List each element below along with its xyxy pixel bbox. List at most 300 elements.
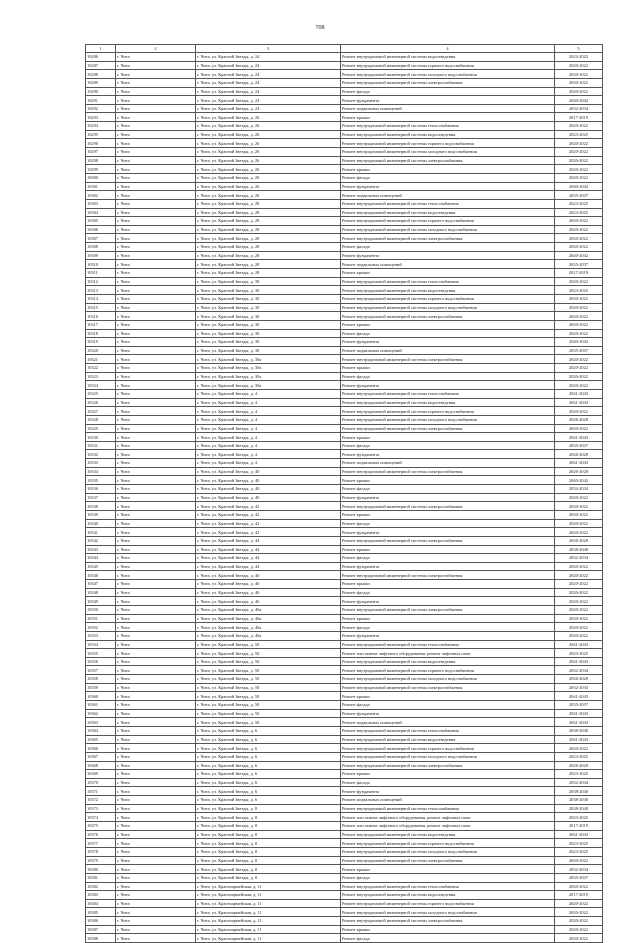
cell-number: 10378 bbox=[86, 847, 116, 856]
cell-address: г. Чита, ул. Красной Звезды, д. 42 bbox=[196, 502, 341, 511]
table-row bbox=[86, 562, 603, 571]
cell-period: 2026-2028 bbox=[555, 761, 603, 770]
cell-work-type: Ремонт крыши bbox=[341, 364, 555, 373]
cell-number: 10336 bbox=[86, 485, 116, 494]
cell-work-type: Ремонт фасада bbox=[341, 701, 555, 710]
table-row bbox=[86, 502, 603, 511]
cell-municipality: г. Чита bbox=[116, 173, 196, 182]
table-row bbox=[86, 718, 603, 727]
table-row bbox=[86, 441, 603, 450]
cell-municipality: г. Чита bbox=[116, 804, 196, 813]
table-row bbox=[86, 536, 603, 545]
table-row bbox=[86, 778, 603, 787]
cell-work-type: Ремонт внутридомовой инженерной системы водоотведения bbox=[341, 830, 555, 839]
cell-address: г. Чита, ул. Красной Звезды, д. 4 bbox=[196, 415, 341, 424]
cell-number: 10377 bbox=[86, 839, 116, 848]
cell-work-type: Ремонт фундамента bbox=[341, 493, 555, 502]
table-row bbox=[86, 770, 603, 779]
table-row bbox=[86, 234, 603, 243]
cell-number: 10294 bbox=[86, 122, 116, 131]
cell-number: 10307 bbox=[86, 234, 116, 243]
cell-work-type: Ремонт внутридомовой инженерной системы горячего водоснабжения bbox=[341, 294, 555, 303]
cell-work-type: Ремонт крыши bbox=[341, 476, 555, 485]
cell-address: г. Чита, ул. Красноармейская, д. 11 bbox=[196, 925, 341, 934]
cell-period: 2040-2042 bbox=[555, 338, 603, 347]
table-row bbox=[86, 199, 603, 208]
cell-address: г. Чита, ул. Красной Звезды, д. 46а bbox=[196, 614, 341, 623]
column-header-work-type: 4 bbox=[341, 45, 555, 53]
cell-number: 10332 bbox=[86, 450, 116, 459]
cell-work-type: Ремонт фундамента bbox=[341, 787, 555, 796]
cell-number: 10342 bbox=[86, 536, 116, 545]
table-row bbox=[86, 122, 603, 131]
cell-work-type: Ремонт внутридомовой инженерной системы водоотведения bbox=[341, 53, 555, 62]
cell-address: г. Чита, ул. Красной Звезды, д. 8 bbox=[196, 804, 341, 813]
cell-address: г. Чита, ул. Красной Звезды, д. 50 bbox=[196, 683, 341, 692]
table-row bbox=[86, 260, 603, 269]
cell-number: 10302 bbox=[86, 191, 116, 200]
table-row bbox=[86, 355, 603, 364]
cell-municipality: г. Чита bbox=[116, 545, 196, 554]
cell-address: г. Чита, ул. Красной Звезды, д. 46а bbox=[196, 623, 341, 632]
cell-municipality: г. Чита bbox=[116, 536, 196, 545]
cell-period: 2035-2037 bbox=[555, 260, 603, 269]
cell-municipality: г. Чита bbox=[116, 53, 196, 62]
table-row bbox=[86, 899, 603, 908]
cell-address: г. Чита, ул. Красной Звезды, д. 50 bbox=[196, 666, 341, 675]
cell-number: 10311 bbox=[86, 269, 116, 278]
cell-address: г. Чита, ул. Красной Звезды, д. 24 bbox=[196, 96, 341, 105]
cell-number: 10358 bbox=[86, 675, 116, 684]
cell-address: г. Чита, ул. Красной Звезды, д. 50 bbox=[196, 640, 341, 649]
cell-number: 10339 bbox=[86, 510, 116, 519]
table-row bbox=[86, 467, 603, 476]
table-row bbox=[86, 61, 603, 70]
cell-period: 2020-2022 bbox=[555, 381, 603, 390]
cell-work-type: Ремонт фасада bbox=[341, 588, 555, 597]
cell-work-type: Ремонт фундамента bbox=[341, 631, 555, 640]
cell-work-type: Ремонт внутридомовой инженерной системы холодного водоснабжения bbox=[341, 908, 555, 917]
cell-period: 2023-2025 bbox=[555, 770, 603, 779]
table-row bbox=[86, 934, 603, 943]
cell-address: г. Чита, ул. Красноармейская, д. 11 bbox=[196, 891, 341, 900]
cell-address: г. Чита, ул. Красноармейская, д. 11 bbox=[196, 917, 341, 926]
cell-period: 2020-2022 bbox=[555, 173, 603, 182]
cell-number: 10315 bbox=[86, 303, 116, 312]
cell-period: 2023-2025 bbox=[555, 199, 603, 208]
cell-address: г. Чита, ул. Красной Звезды, д. 44 bbox=[196, 562, 341, 571]
cell-number: 10303 bbox=[86, 199, 116, 208]
cell-address: г. Чита, ул. Красной Звезды, д. 8 bbox=[196, 873, 341, 882]
cell-number: 10357 bbox=[86, 666, 116, 675]
cell-work-type: Ремонт фундамента bbox=[341, 251, 555, 260]
cell-work-type: Ремонт внутридомовой инженерной системы электроснабжения bbox=[341, 683, 555, 692]
cell-municipality: г. Чита bbox=[116, 761, 196, 770]
cell-address: г. Чита, ул. Красной Звезды, д. 40 bbox=[196, 476, 341, 485]
cell-municipality: г. Чита bbox=[116, 709, 196, 718]
cell-municipality: г. Чита bbox=[116, 778, 196, 787]
cell-address: г. Чита, ул. Красной Звезды, д. 30 bbox=[196, 346, 341, 355]
cell-address: г. Чита, ул. Красной Звезды, д. 26 bbox=[196, 165, 341, 174]
cell-period: 2035-2037 bbox=[555, 191, 603, 200]
table-row bbox=[86, 847, 603, 856]
cell-period: 2041-2043 bbox=[555, 398, 603, 407]
cell-period: 2017-2019 bbox=[555, 891, 603, 900]
cell-municipality: г. Чита bbox=[116, 752, 196, 761]
table-row bbox=[86, 225, 603, 234]
cell-municipality: г. Чита bbox=[116, 623, 196, 632]
cell-address: г. Чита, ул. Красной Звезды, д. 8 bbox=[196, 847, 341, 856]
cell-address: г. Чита, ул. Красной Звезды, д. 4 bbox=[196, 407, 341, 416]
cell-number: 10291 bbox=[86, 96, 116, 105]
cell-municipality: г. Чита bbox=[116, 554, 196, 563]
cell-address: г. Чита, ул. Красной Звезды, д. 46а bbox=[196, 631, 341, 640]
cell-municipality: г. Чита bbox=[116, 243, 196, 252]
cell-period: 2032-2034 bbox=[555, 778, 603, 787]
cell-period: 2020-2022 bbox=[555, 882, 603, 891]
cell-address: г. Чита, ул. Красной Звезды, д. 4 bbox=[196, 450, 341, 459]
cell-municipality: г. Чита bbox=[116, 631, 196, 640]
cell-number: 10326 bbox=[86, 398, 116, 407]
cell-work-type: Ремонт внутридомовой инженерной системы электроснабжения bbox=[341, 571, 555, 580]
cell-work-type: Ремонт крыши bbox=[341, 269, 555, 278]
cell-work-type: Ремонт подвальных помещений bbox=[341, 718, 555, 727]
cell-address: г. Чита, ул. Красной Звезды, д. 46 bbox=[196, 597, 341, 606]
column-header-number: 1 bbox=[86, 45, 116, 53]
cell-period: 2023-2025 bbox=[555, 649, 603, 658]
cell-address: г. Чита, ул. Красной Звезды, д. 6 bbox=[196, 796, 341, 805]
cell-period: 2023-2025 bbox=[555, 208, 603, 217]
cell-municipality: г. Чита bbox=[116, 934, 196, 943]
cell-period: 2026-2028 bbox=[555, 536, 603, 545]
cell-number: 10366 bbox=[86, 744, 116, 753]
cell-number: 10359 bbox=[86, 683, 116, 692]
cell-municipality: г. Чита bbox=[116, 217, 196, 226]
cell-number: 10320 bbox=[86, 346, 116, 355]
cell-number: 10325 bbox=[86, 389, 116, 398]
cell-address: г. Чита, ул. Красной Звезды, д. 6 bbox=[196, 735, 341, 744]
cell-municipality: г. Чита bbox=[116, 191, 196, 200]
cell-number: 10299 bbox=[86, 165, 116, 174]
cell-period: 2041-2043 bbox=[555, 657, 603, 666]
cell-work-type: Ремонт подвальных помещений bbox=[341, 459, 555, 468]
table-row bbox=[86, 372, 603, 381]
cell-address: г. Чита, ул. Красной Звезды, д. 42 bbox=[196, 519, 341, 528]
cell-period: 2020-2022 bbox=[555, 502, 603, 511]
cell-period: 2020-2022 bbox=[555, 562, 603, 571]
cell-period: 2020-2022 bbox=[555, 899, 603, 908]
cell-work-type: Ремонт фундамента bbox=[341, 96, 555, 105]
table-row bbox=[86, 675, 603, 684]
cell-work-type: Ремонт фасада bbox=[341, 441, 555, 450]
table-row bbox=[86, 701, 603, 710]
cell-address: г. Чита, ул. Красной Звезды, д. 44 bbox=[196, 536, 341, 545]
table-row bbox=[86, 891, 603, 900]
cell-number: 10319 bbox=[86, 338, 116, 347]
cell-number: 10286 bbox=[86, 53, 116, 62]
cell-period: 2035-2037 bbox=[555, 441, 603, 450]
cell-work-type: Ремонт внутридомовой инженерной системы горячего водоснабжения bbox=[341, 139, 555, 148]
cell-address: г. Чита, ул. Красной Звезды, д. 24 bbox=[196, 53, 341, 62]
cell-number: 10313 bbox=[86, 286, 116, 295]
cell-work-type: Ремонт фундамента bbox=[341, 528, 555, 537]
table-row bbox=[86, 113, 603, 122]
cell-period: 2020-2022 bbox=[555, 597, 603, 606]
cell-address: г. Чита, ул. Красной Звезды, д. 40 bbox=[196, 467, 341, 476]
table-row bbox=[86, 580, 603, 589]
cell-work-type: Ремонт фасада bbox=[341, 554, 555, 563]
cell-work-type: Ремонт внутридомовой инженерной системы холодного водоснабжения bbox=[341, 752, 555, 761]
cell-period: 2032-2034 bbox=[555, 104, 603, 113]
cell-work-type: Ремонт крыши bbox=[341, 320, 555, 329]
cell-period: 2020-2022 bbox=[555, 294, 603, 303]
cell-work-type: Ремонт внутридомовой инженерной системы теплоснабжения bbox=[341, 882, 555, 891]
cell-number: 10349 bbox=[86, 597, 116, 606]
cell-municipality: г. Чита bbox=[116, 459, 196, 468]
table-row bbox=[86, 476, 603, 485]
cell-number: 10373 bbox=[86, 804, 116, 813]
cell-work-type: Ремонт фундамента bbox=[341, 381, 555, 390]
cell-municipality: г. Чита bbox=[116, 493, 196, 502]
cell-period: 2020-2022 bbox=[555, 156, 603, 165]
cell-municipality: г. Чита bbox=[116, 199, 196, 208]
cell-address: г. Чита, ул. Красной Звезды, д. 28 bbox=[196, 234, 341, 243]
cell-municipality: г. Чита bbox=[116, 485, 196, 494]
cell-address: г. Чита, ул. Красной Звезды, д. 50 bbox=[196, 675, 341, 684]
cell-number: 10327 bbox=[86, 407, 116, 416]
cell-work-type: Ремонт внутридомовой инженерной системы теплоснабжения bbox=[341, 726, 555, 735]
cell-work-type: Ремонт внутридомовой инженерной системы теплоснабжения bbox=[341, 640, 555, 649]
cell-number: 10314 bbox=[86, 294, 116, 303]
table-row bbox=[86, 908, 603, 917]
cell-address: г. Чита, ул. Красной Звезды, д. 30а bbox=[196, 381, 341, 390]
cell-municipality: г. Чита bbox=[116, 61, 196, 70]
cell-number: 10379 bbox=[86, 856, 116, 865]
cell-municipality: г. Чита bbox=[116, 847, 196, 856]
cell-period: 2038-2040 bbox=[555, 545, 603, 554]
cell-number: 10350 bbox=[86, 606, 116, 615]
cell-period: 2020-2022 bbox=[555, 312, 603, 321]
cell-work-type: Ремонт крыши bbox=[341, 433, 555, 442]
table-row bbox=[86, 165, 603, 174]
cell-number: 10346 bbox=[86, 571, 116, 580]
cell-address: г. Чита, ул. Красной Звезды, д. 42 bbox=[196, 528, 341, 537]
cell-period: 2041-2043 bbox=[555, 709, 603, 718]
cell-municipality: г. Чита bbox=[116, 381, 196, 390]
cell-period: 2026-2028 bbox=[555, 415, 603, 424]
cell-municipality: г. Чита bbox=[116, 606, 196, 615]
cell-work-type: Ремонт внутридомовой инженерной системы электроснабжения bbox=[341, 312, 555, 321]
cell-work-type: Ремонт фасада bbox=[341, 873, 555, 882]
table-row bbox=[86, 873, 603, 882]
cell-work-type: Ремонт внутридомовой инженерной системы теплоснабжения bbox=[341, 277, 555, 286]
table-row bbox=[86, 459, 603, 468]
cell-address: г. Чита, ул. Красной Звезды, д. 40 bbox=[196, 485, 341, 494]
cell-address: г. Чита, ул. Красной Звезды, д. 46 bbox=[196, 571, 341, 580]
table-row bbox=[86, 208, 603, 217]
cell-municipality: г. Чита bbox=[116, 87, 196, 96]
cell-number: 10360 bbox=[86, 692, 116, 701]
cell-municipality: г. Чита bbox=[116, 424, 196, 433]
cell-period: 2038-2040 bbox=[555, 787, 603, 796]
cell-period: 2026-2028 bbox=[555, 467, 603, 476]
table-body bbox=[86, 53, 603, 943]
cell-period: 2017-2019 bbox=[555, 269, 603, 278]
cell-number: 10387 bbox=[86, 925, 116, 934]
cell-address: г. Чита, ул. Красной Звезды, д. 28 bbox=[196, 269, 341, 278]
cell-municipality: г. Чита bbox=[116, 407, 196, 416]
cell-address: г. Чита, ул. Красной Звезды, д. 26 bbox=[196, 122, 341, 131]
cell-work-type: Ремонт фундамента bbox=[341, 709, 555, 718]
cell-address: г. Чита, ул. Красной Звезды, д. 4 bbox=[196, 424, 341, 433]
cell-address: г. Чита, ул. Красной Звезды, д. 50 bbox=[196, 718, 341, 727]
table-row bbox=[86, 761, 603, 770]
cell-municipality: г. Чита bbox=[116, 562, 196, 571]
cell-work-type: Ремонт внутридомовой инженерной системы горячего водоснабжения bbox=[341, 407, 555, 416]
cell-number: 10363 bbox=[86, 718, 116, 727]
table-row bbox=[86, 217, 603, 226]
table-row bbox=[86, 251, 603, 260]
table-row bbox=[86, 338, 603, 347]
cell-address: г. Чита, ул. Красной Звезды, д. 26 bbox=[196, 139, 341, 148]
table-row bbox=[86, 312, 603, 321]
table-row bbox=[86, 545, 603, 554]
cell-municipality: г. Чита bbox=[116, 787, 196, 796]
cell-municipality: г. Чита bbox=[116, 744, 196, 753]
cell-address: г. Чита, ул. Красной Звезды, д. 6 bbox=[196, 761, 341, 770]
cell-period: 2020-2022 bbox=[555, 623, 603, 632]
cell-municipality: г. Чита bbox=[116, 346, 196, 355]
table-row bbox=[86, 156, 603, 165]
cell-period: 2038-2040 bbox=[555, 804, 603, 813]
table-row bbox=[86, 329, 603, 338]
cell-period: 2020-2022 bbox=[555, 588, 603, 597]
cell-address: г. Чита, ул. Красной Звезды, д. 30а bbox=[196, 355, 341, 364]
cell-municipality: г. Чита bbox=[116, 675, 196, 684]
cell-period: 2026-2028 bbox=[555, 450, 603, 459]
cell-work-type: Ремонт внутридомовой инженерной системы электроснабжения bbox=[341, 536, 555, 545]
cell-work-type: Ремонт фасада bbox=[341, 329, 555, 338]
cell-period: 2020-2022 bbox=[555, 217, 603, 226]
cell-municipality: г. Чита bbox=[116, 692, 196, 701]
cell-period: 2020-2022 bbox=[555, 364, 603, 373]
table-row bbox=[86, 528, 603, 537]
cell-period: 2020-2022 bbox=[555, 856, 603, 865]
cell-period: 2035-2037 bbox=[555, 873, 603, 882]
table-row bbox=[86, 744, 603, 753]
table-row bbox=[86, 692, 603, 701]
cell-number: 10287 bbox=[86, 61, 116, 70]
table-row bbox=[86, 78, 603, 87]
cell-number: 10372 bbox=[86, 796, 116, 805]
cell-work-type: Ремонт внутридомовой инженерной системы холодного водоснабжения bbox=[341, 148, 555, 157]
cell-period: 2041-2043 bbox=[555, 830, 603, 839]
cell-period: 2040-2042 bbox=[555, 251, 603, 260]
cell-address: г. Чита, ул. Красной Звезды, д. 4 bbox=[196, 433, 341, 442]
table-row bbox=[86, 96, 603, 105]
cell-municipality: г. Чита bbox=[116, 329, 196, 338]
table-row bbox=[86, 303, 603, 312]
cell-period: 2020-2022 bbox=[555, 614, 603, 623]
cell-address: г. Чита, ул. Красной Звезды, д. 50 bbox=[196, 657, 341, 666]
cell-period: 2020-2022 bbox=[555, 303, 603, 312]
cell-address: г. Чита, ул. Красной Звезды, д. 8 bbox=[196, 839, 341, 848]
cell-work-type: Ремонт крыши bbox=[341, 692, 555, 701]
table-row bbox=[86, 148, 603, 157]
cell-period: 2020-2022 bbox=[555, 744, 603, 753]
cell-work-type: Ремонт фасада bbox=[341, 87, 555, 96]
cell-address: г. Чита, ул. Красной Звезды, д. 28 bbox=[196, 251, 341, 260]
cell-municipality: г. Чита bbox=[116, 139, 196, 148]
cell-number: 10386 bbox=[86, 917, 116, 926]
cell-municipality: г. Чита bbox=[116, 450, 196, 459]
cell-period: 2020-2022 bbox=[555, 277, 603, 286]
cell-municipality: г. Чита bbox=[116, 502, 196, 511]
cell-municipality: г. Чита bbox=[116, 303, 196, 312]
cell-municipality: г. Чита bbox=[116, 891, 196, 900]
cell-period: 2040-2042 bbox=[555, 182, 603, 191]
cell-address: г. Чита, ул. Красной Звезды, д. 42 bbox=[196, 510, 341, 519]
cell-address: г. Чита, ул. Красной Звезды, д. 30 bbox=[196, 303, 341, 312]
cell-number: 10351 bbox=[86, 614, 116, 623]
cell-work-type: Ремонт крыши bbox=[341, 545, 555, 554]
cell-period: 2020-2022 bbox=[555, 908, 603, 917]
cell-municipality: г. Чита bbox=[116, 467, 196, 476]
cell-municipality: г. Чита bbox=[116, 770, 196, 779]
cell-municipality: г. Чита bbox=[116, 649, 196, 658]
cell-address: г. Чита, ул. Красной Звезды, д. 40 bbox=[196, 493, 341, 502]
cell-number: 10380 bbox=[86, 865, 116, 874]
table-row bbox=[86, 726, 603, 735]
cell-period: 2026-2028 bbox=[555, 675, 603, 684]
cell-address: г. Чита, ул. Красной Звезды, д. 24 bbox=[196, 61, 341, 70]
cell-municipality: г. Чита bbox=[116, 925, 196, 934]
cell-number: 10354 bbox=[86, 640, 116, 649]
cell-number: 10324 bbox=[86, 381, 116, 390]
cell-period: 2041-2043 bbox=[555, 692, 603, 701]
cell-period: 2023-2025 bbox=[555, 752, 603, 761]
cell-period: 2020-2022 bbox=[555, 329, 603, 338]
cell-address: г. Чита, ул. Красной Звезды, д. 28 bbox=[196, 225, 341, 234]
cell-number: 10370 bbox=[86, 778, 116, 787]
table-row bbox=[86, 882, 603, 891]
cell-number: 10290 bbox=[86, 87, 116, 96]
cell-number: 10321 bbox=[86, 355, 116, 364]
table-row bbox=[86, 182, 603, 191]
table-row bbox=[86, 389, 603, 398]
cell-municipality: г. Чита bbox=[116, 398, 196, 407]
cell-work-type: Ремонт фундамента bbox=[341, 338, 555, 347]
cell-municipality: г. Чита bbox=[116, 839, 196, 848]
cell-municipality: г. Чита bbox=[116, 364, 196, 373]
table-row bbox=[86, 381, 603, 390]
cell-address: г. Чита, ул. Красной Звезды, д. 6 bbox=[196, 752, 341, 761]
cell-work-type: Ремонт внутридомовой инженерной системы холодного водоснабжения bbox=[341, 675, 555, 684]
cell-number: 10348 bbox=[86, 588, 116, 597]
cell-work-type: Ремонт фундамента bbox=[341, 597, 555, 606]
cell-period: 2032-2034 bbox=[555, 865, 603, 874]
table-row bbox=[86, 606, 603, 615]
cell-work-type: Ремонт внутридомовой инженерной системы электроснабжения bbox=[341, 917, 555, 926]
cell-municipality: г. Чита bbox=[116, 640, 196, 649]
cell-period: 2040-2042 bbox=[555, 96, 603, 105]
cell-municipality: г. Чита bbox=[116, 856, 196, 865]
cell-period: 2032-2034 bbox=[555, 666, 603, 675]
cell-work-type: Ремонт крыши bbox=[341, 113, 555, 122]
cell-address: г. Чита, ул. Красной Звезды, д. 46а bbox=[196, 606, 341, 615]
cell-address: г. Чита, ул. Красной Звезды, д. 30 bbox=[196, 277, 341, 286]
cell-address: г. Чита, ул. Красной Звезды, д. 24 bbox=[196, 104, 341, 113]
